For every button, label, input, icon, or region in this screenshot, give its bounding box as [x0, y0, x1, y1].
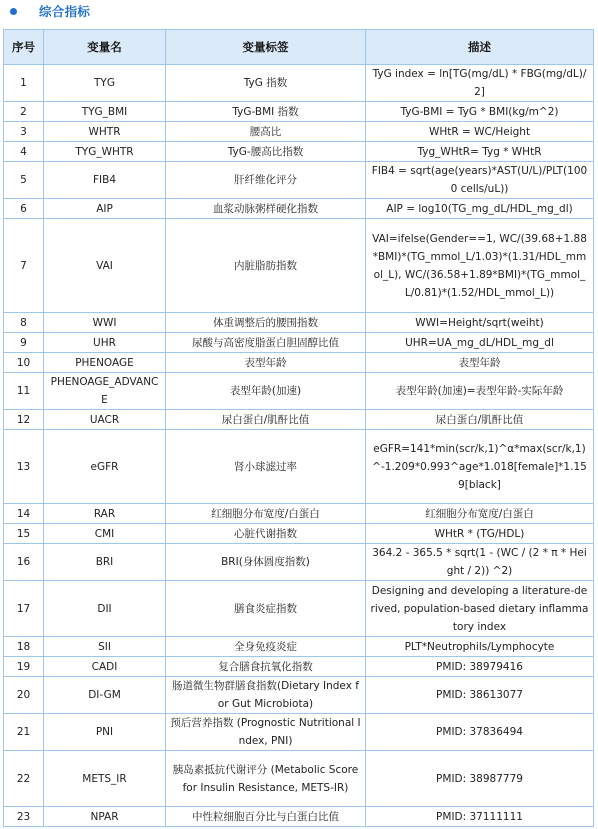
cell-label: 复合膳食抗氧化指数	[166, 657, 366, 677]
cell-desc: PMID: 38987779	[366, 751, 594, 807]
cell-label: 体重调整后的腰围指数	[166, 313, 366, 333]
table-row	[4, 102, 594, 122]
cell-label: BRI(身体圆度指数)	[166, 544, 366, 581]
cell-desc: PMID: 37836494	[366, 714, 594, 751]
cell-no: 15	[4, 524, 44, 544]
cell-label: 肝纤维化评分	[166, 162, 366, 199]
cell-no: 12	[4, 410, 44, 430]
table-row	[4, 333, 594, 353]
cell-name: TYG_BMI	[44, 102, 166, 122]
cell-name: BRI	[44, 544, 166, 581]
cell-no: 11	[4, 373, 44, 410]
cell-name: METS_IR	[44, 751, 166, 807]
cell-desc: 尿白蛋白/肌酐比值	[366, 410, 594, 430]
table-row	[4, 751, 594, 807]
table-row	[4, 581, 594, 637]
cell-label: 表型年龄(加速)	[166, 373, 366, 410]
table-row	[4, 373, 594, 410]
table-row	[4, 637, 594, 657]
table-row	[4, 219, 594, 313]
table-row	[4, 430, 594, 504]
cell-no: 1	[4, 65, 44, 102]
table-row	[4, 122, 594, 142]
cell-label: 尿白蛋白/肌酐比值	[166, 410, 366, 430]
cell-label: TyG 指数	[166, 65, 366, 102]
table-row	[4, 714, 594, 751]
cell-name: PNI	[44, 714, 166, 751]
cell-name: FIB4	[44, 162, 166, 199]
cell-label: 尿酸与高密度脂蛋白胆固醇比值	[166, 333, 366, 353]
cell-no: 2	[4, 102, 44, 122]
table-row	[4, 162, 594, 199]
cell-name: NPAR	[44, 807, 166, 827]
table-row	[4, 142, 594, 162]
table-row	[4, 807, 594, 827]
cell-label: 心脏代谢指数	[166, 524, 366, 544]
cell-no: 4	[4, 142, 44, 162]
column-header-no: 序号	[4, 30, 44, 65]
cell-name: TYG	[44, 65, 166, 102]
table-row	[4, 677, 594, 714]
table-row	[4, 410, 594, 430]
cell-no: 17	[4, 581, 44, 637]
cell-name: VAI	[44, 219, 166, 313]
cell-desc: TyG-BMI = TyG * BMI(kg/m^2)	[366, 102, 594, 122]
cell-no: 16	[4, 544, 44, 581]
cell-desc: UHR=UA_mg_dL/HDL_mg_dl	[366, 333, 594, 353]
cell-name: UHR	[44, 333, 166, 353]
section-title: 综合指标	[39, 4, 91, 19]
cell-desc: PLT*Neutrophils/Lymphocyte	[366, 637, 594, 657]
cell-no: 22	[4, 751, 44, 807]
bullet-icon	[10, 8, 17, 15]
cell-no: 18	[4, 637, 44, 657]
cell-desc: Designing and developing a literature-derived, population-based dietary inflammatory index	[366, 581, 594, 637]
cell-label: 预后营养指数 (Prognostic Nutritional Index, PNI)	[166, 714, 366, 751]
cell-name: RAR	[44, 504, 166, 524]
cell-no: 14	[4, 504, 44, 524]
cell-no: 19	[4, 657, 44, 677]
cell-name: SII	[44, 637, 166, 657]
cell-name: CMI	[44, 524, 166, 544]
cell-desc: WWI=Height/sqrt(weiht)	[366, 313, 594, 333]
cell-desc: Tyg_WHtR= Tyg * WHtR	[366, 142, 594, 162]
cell-name: CADI	[44, 657, 166, 677]
table-row	[4, 657, 594, 677]
cell-no: 8	[4, 313, 44, 333]
column-header-label: 变量标签	[166, 30, 366, 65]
cell-label: 血浆动脉粥样硬化指数	[166, 199, 366, 219]
table-row	[4, 524, 594, 544]
table-body	[4, 65, 594, 827]
cell-label: 肠道微生物群膳食指数(Dietary Index for Gut Microbiota)	[166, 677, 366, 714]
cell-name: PHENOAGE	[44, 353, 166, 373]
cell-name: TYG_WHTR	[44, 142, 166, 162]
cell-desc: 364.2 - 365.5 * sqrt(1 - (WC / (2 * π * Height / 2)) ^2)	[366, 544, 594, 581]
cell-label: 红细胞分布宽度/白蛋白	[166, 504, 366, 524]
cell-desc: AIP = log10(TG_mg_dL/HDL_mg_dl)	[366, 199, 594, 219]
cell-name: DI-GM	[44, 677, 166, 714]
cell-desc: PMID: 37111111	[366, 807, 594, 827]
cell-desc: WHtR = WC/Height	[366, 122, 594, 142]
cell-no: 6	[4, 199, 44, 219]
table-row	[4, 65, 594, 102]
cell-desc: WHtR * (TG/HDL)	[366, 524, 594, 544]
cell-name: eGFR	[44, 430, 166, 504]
cell-no: 20	[4, 677, 44, 714]
cell-label: 全身免疫炎症	[166, 637, 366, 657]
cell-label: TyG-BMI 指数	[166, 102, 366, 122]
column-header-name: 变量名	[44, 30, 166, 65]
cell-desc: 红细胞分布宽度/白蛋白	[366, 504, 594, 524]
column-header-desc: 描述	[366, 30, 594, 65]
cell-label: 腰高比	[166, 122, 366, 142]
cell-no: 5	[4, 162, 44, 199]
cell-desc: 表型年龄(加速)=表型年龄-实际年龄	[366, 373, 594, 410]
indicators-table	[3, 29, 594, 827]
cell-label: TyG-腰高比指数	[166, 142, 366, 162]
table-row	[4, 504, 594, 524]
cell-name: WWI	[44, 313, 166, 333]
cell-no: 23	[4, 807, 44, 827]
section-header	[0, 0, 598, 22]
cell-desc: PMID: 38613077	[366, 677, 594, 714]
table-row	[4, 199, 594, 219]
cell-no: 9	[4, 333, 44, 353]
cell-label: 内脏脂肪指数	[166, 219, 366, 313]
cell-desc: PMID: 38979416	[366, 657, 594, 677]
cell-no: 13	[4, 430, 44, 504]
cell-desc: eGFR=141*min(scr/k,1)^α*max(scr/k,1)^-1.209*0.993^age*1.018[female]*1.159[black]	[366, 430, 594, 504]
cell-no: 3	[4, 122, 44, 142]
cell-label: 中性粒细胞百分比与白蛋白比值	[166, 807, 366, 827]
table-row	[4, 313, 594, 333]
cell-desc: VAI=ifelse(Gender==1, WC/(39.68+1.88*BMI)*(TG_mmol_L/1.03)*(1.31/HDL_mmol_L), WC/(36.58+1.89*BMI)*(TG_mmol_L/0.81)*(1.52/HDL_mmol_L))	[366, 219, 594, 313]
cell-name: UACR	[44, 410, 166, 430]
table-row	[4, 353, 594, 373]
cell-desc: TyG index = ln[TG(mg/dL) * FBG(mg/dL)/2]	[366, 65, 594, 102]
cell-label: 膳食炎症指数	[166, 581, 366, 637]
cell-name: WHTR	[44, 122, 166, 142]
cell-desc: 表型年龄	[366, 353, 594, 373]
cell-label: 表型年龄	[166, 353, 366, 373]
table-row	[4, 544, 594, 581]
cell-no: 21	[4, 714, 44, 751]
cell-no: 7	[4, 219, 44, 313]
cell-name: DII	[44, 581, 166, 637]
cell-name: AIP	[44, 199, 166, 219]
cell-label: 胰岛素抵抗代谢评分 (Metabolic Score for Insulin Resistance, METS-IR)	[166, 751, 366, 807]
cell-label: 肾小球滤过率	[166, 430, 366, 504]
cell-no: 10	[4, 353, 44, 373]
cell-name: PHENOAGE_ADVANCE	[44, 373, 166, 410]
cell-desc: FIB4 = sqrt(age(years)*AST(U/L)/PLT(1000 cells/uL))	[366, 162, 594, 199]
table-header-row	[4, 30, 594, 65]
